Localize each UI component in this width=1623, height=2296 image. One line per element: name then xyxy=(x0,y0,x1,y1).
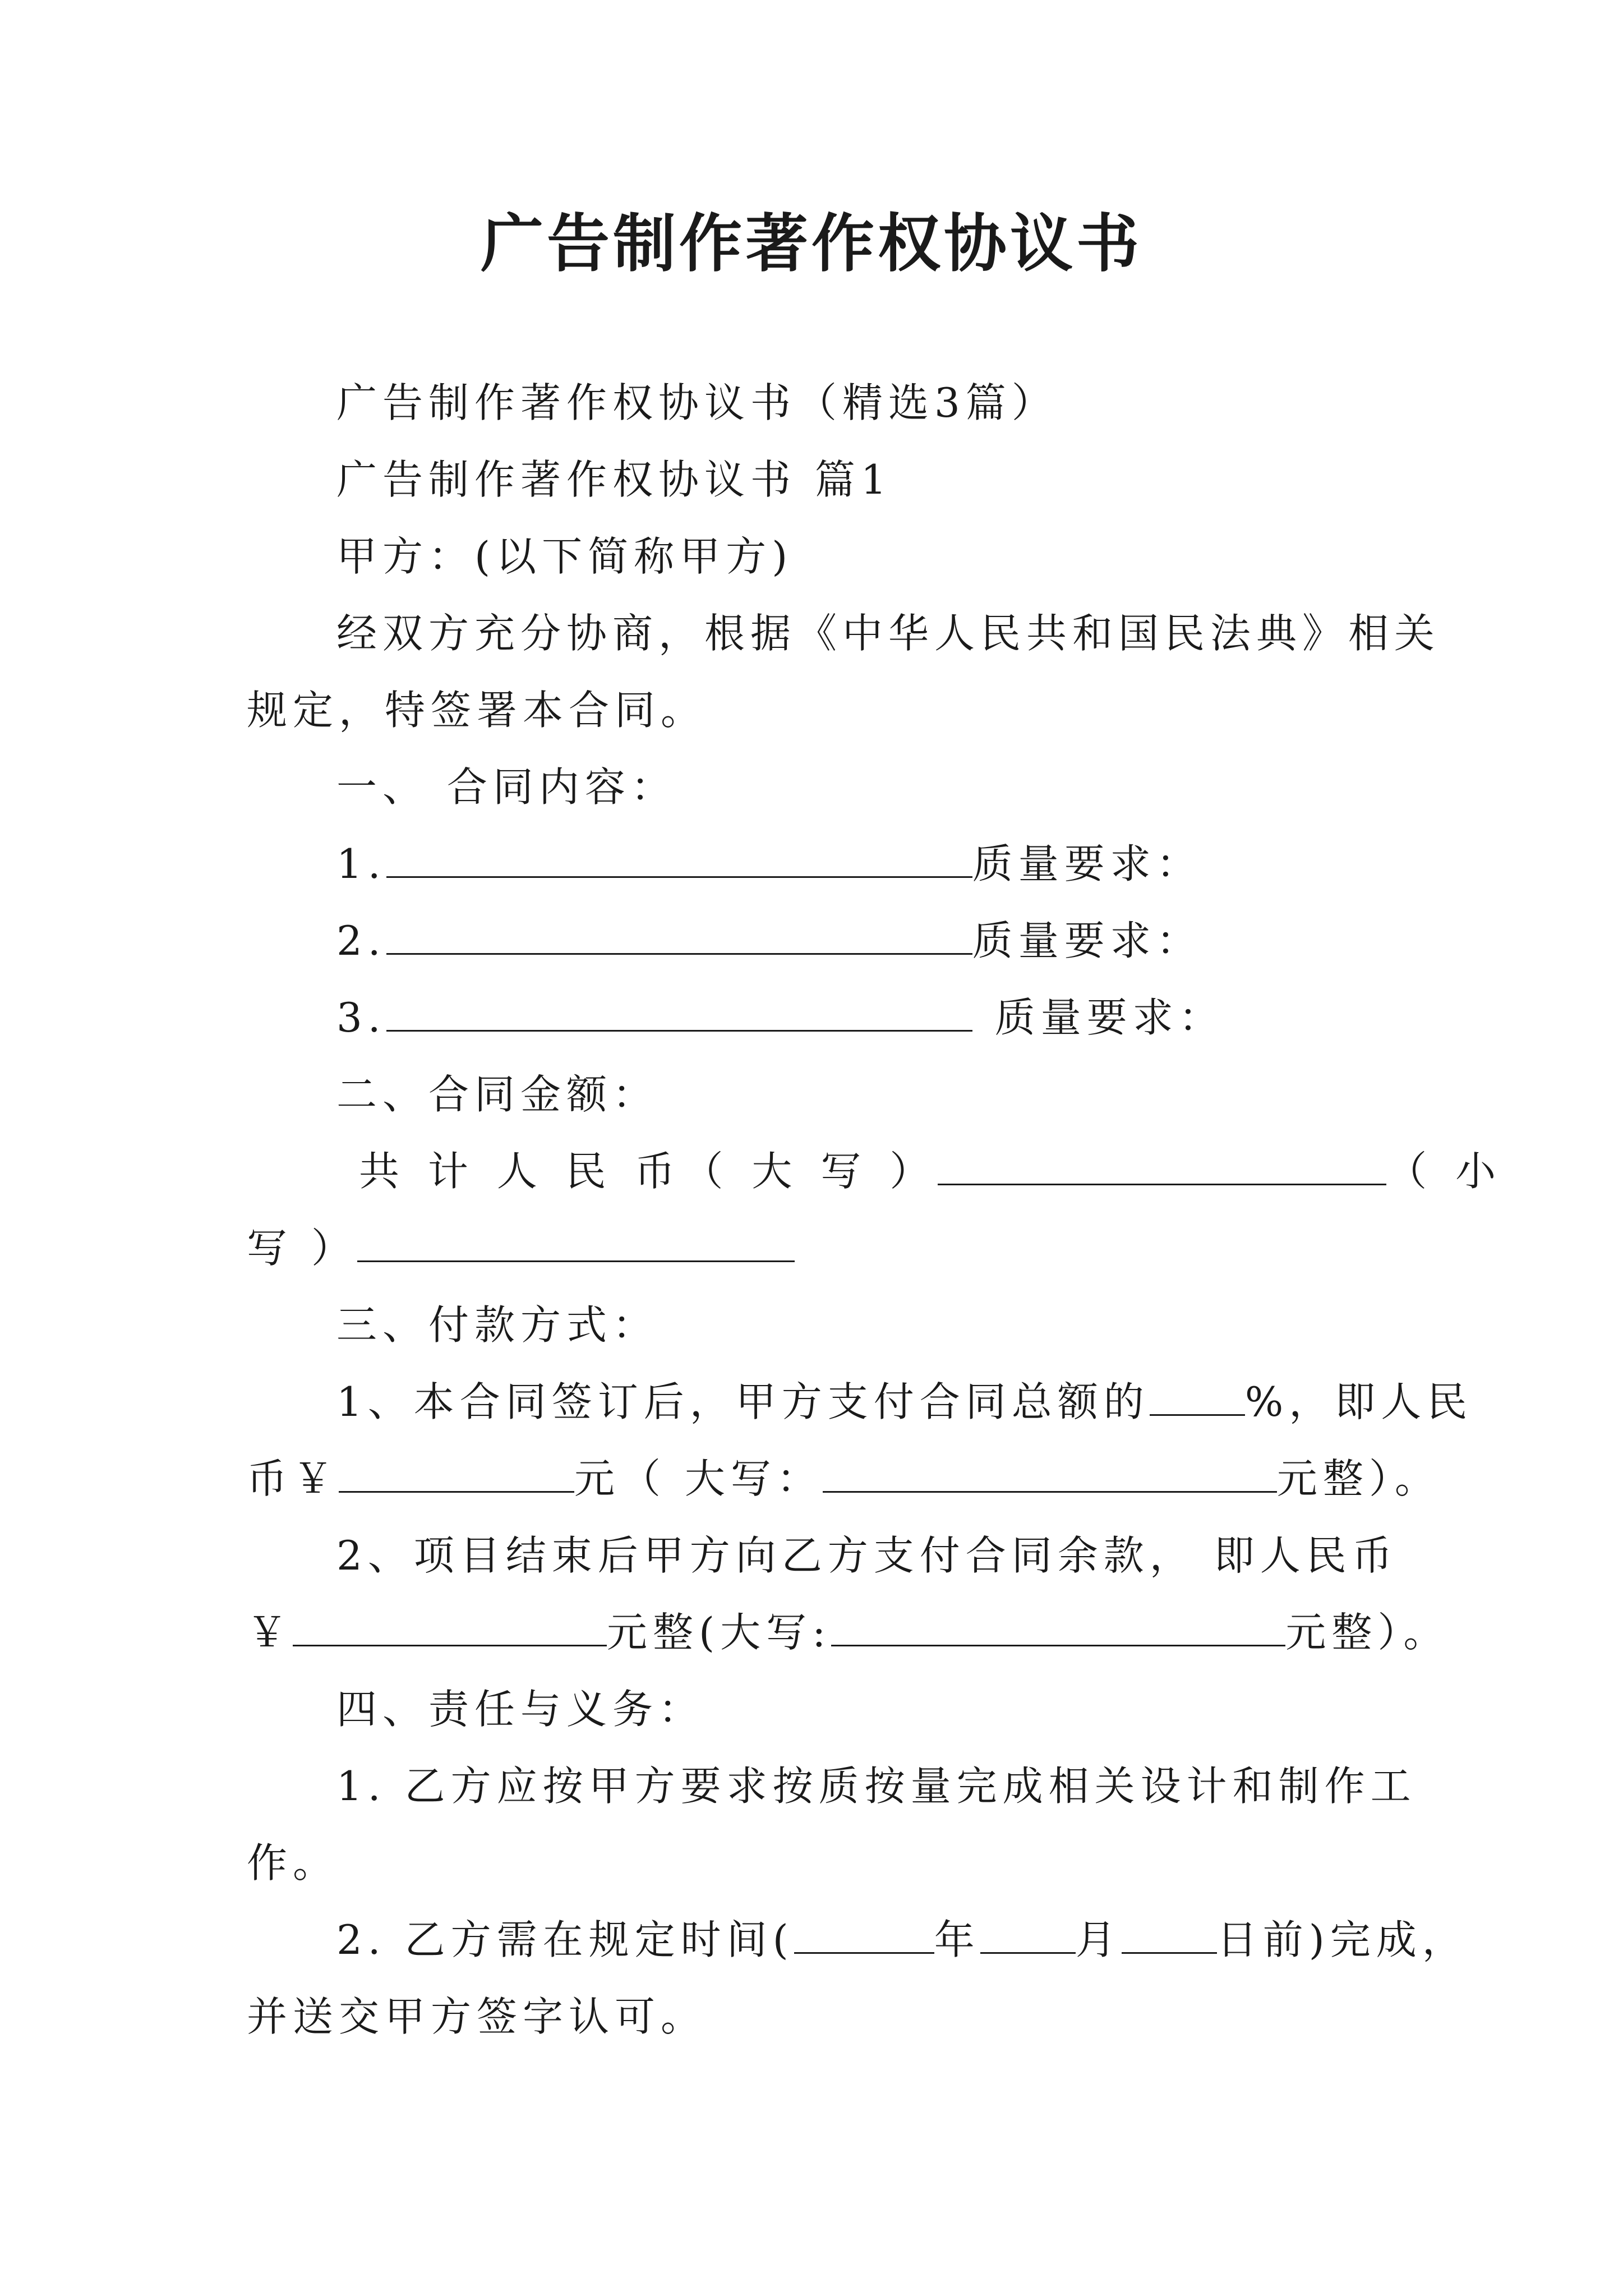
amount-small-label: （ 小 xyxy=(1386,1148,1504,1195)
quality-label: 质量要求： xyxy=(972,917,1202,964)
duty-2-line-1 xyxy=(336,1912,1468,1968)
blank-field xyxy=(293,1608,607,1646)
yuan-zheng-label: 元整）。 xyxy=(1276,1455,1441,1502)
contract-content-heading: 一、 合同内容： xyxy=(336,763,677,811)
payment-1-percent: %，即人民 xyxy=(1244,1378,1473,1425)
content-item-2 xyxy=(336,913,1202,969)
yuan-daxie-label: 元（ 大写： xyxy=(574,1455,823,1502)
duty-1-line-1: 1. 乙方应按甲方要求按质按量完成相关设计和制作工 xyxy=(336,1763,1417,1810)
content-item-1 xyxy=(336,836,1202,892)
blank-field xyxy=(831,1608,1285,1646)
intro-line-2: 规定，特签署本合同。 xyxy=(247,687,707,734)
document-title: 广告制作著作权协议书 xyxy=(481,207,1142,280)
year-label: 年 xyxy=(934,1916,980,1963)
duties-heading: 四、责任与义务： xyxy=(336,1686,705,1733)
intro-line-1: 经双方充分协商，根据《中华人民共和国民法典》相关 xyxy=(336,610,1441,657)
payment-2-line-1: 2、项目结束后甲方向乙方支付合同余款， 即人民币 xyxy=(336,1532,1398,1579)
day-label: 日前)完成， xyxy=(1216,1916,1468,1963)
duty-1-line-2: 作。 xyxy=(247,1839,339,1887)
payment-1-line-2 xyxy=(247,1451,1441,1507)
payment-1-line-1 xyxy=(336,1374,1473,1430)
contract-amount-heading: 二、合同金额： xyxy=(336,1071,659,1118)
amount-line-2 xyxy=(247,1220,795,1276)
amount-line-1 xyxy=(359,1143,1504,1199)
item-number: 1. xyxy=(336,840,386,887)
blank-field xyxy=(794,1915,934,1954)
quality-label: 质量要求： xyxy=(972,840,1202,887)
blank-field xyxy=(823,1454,1277,1493)
duty-2-line-2: 并送交甲方签字认可。 xyxy=(247,1993,707,2040)
item-number: 3. xyxy=(336,994,386,1041)
blank-field xyxy=(386,839,972,878)
month-label: 月 xyxy=(1075,1916,1122,1963)
payment-2-line-2 xyxy=(247,1604,1449,1660)
blank-field xyxy=(938,1147,1386,1185)
blank-field xyxy=(357,1223,795,1262)
blank-field xyxy=(1122,1915,1217,1954)
amount-prefix: 共 计 人 民 币（ 大 写 ） xyxy=(359,1148,938,1195)
content-item-3 xyxy=(336,990,1225,1046)
blank-field xyxy=(386,993,972,1032)
blank-field xyxy=(386,916,972,955)
blank-field xyxy=(339,1454,574,1493)
payment-heading: 三、付款方式： xyxy=(336,1301,659,1349)
yuan-zheng-label: 元整）。 xyxy=(1285,1609,1450,1656)
blank-field xyxy=(980,1915,1076,1954)
party-a-line: 甲方：(以下简称甲方) xyxy=(336,533,794,580)
blank-field xyxy=(1150,1377,1245,1416)
duty-2-text: 2. 乙方需在规定时间( xyxy=(336,1916,794,1963)
item-number: 2. xyxy=(336,917,386,964)
amount-small-label-cont: 写 ） xyxy=(247,1225,357,1272)
payment-1-text: 1、本合同签订后，甲方支付合同总额的 xyxy=(336,1378,1150,1425)
currency-label: ￥ xyxy=(247,1609,293,1656)
yuan-daxie-label: 元整(大写: xyxy=(607,1609,832,1656)
subtitle: 广告制作著作权协议书（精选3篇） xyxy=(336,379,1058,426)
section-heading: 广告制作著作权协议书 篇1 xyxy=(336,456,892,503)
currency-label: 币￥ xyxy=(247,1455,339,1502)
quality-label: 质量要求： xyxy=(994,994,1225,1041)
